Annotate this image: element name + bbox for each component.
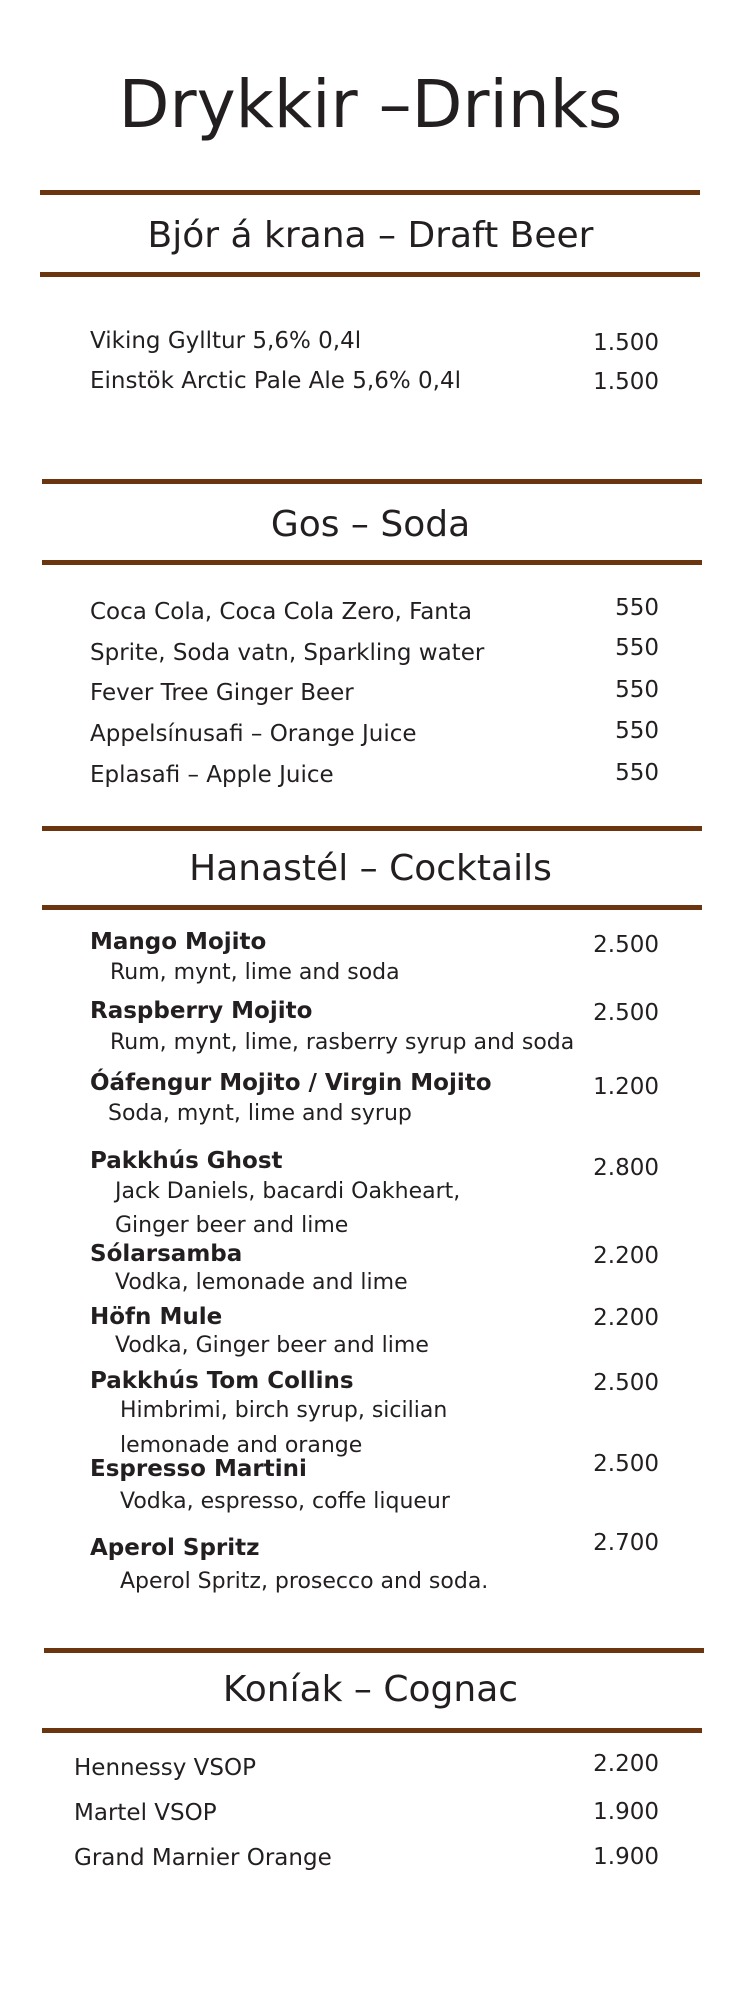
cocktail-name: Espresso Martini: [90, 1456, 307, 1482]
cocktail-description-line2: Ginger beer and lime: [115, 1213, 349, 1238]
cocktail-description: Soda, mynt, lime and syrup: [108, 1101, 412, 1126]
cognac-item-price: 2.200: [593, 1751, 659, 1777]
rule-beer-top: [40, 190, 700, 195]
cocktail-description: Jack Daniels, bacardi Oakheart,: [115, 1179, 461, 1204]
cocktail-price: 2.200: [593, 1243, 659, 1269]
cocktail-name: Aperol Spritz: [90, 1535, 260, 1561]
cocktail-description: Vodka, espresso, coffe liqueur: [120, 1489, 450, 1514]
cocktail-description: Rum, mynt, lime, rasberry syrup and soda: [110, 1030, 575, 1055]
beer-item-name: Einstök Arctic Pale Ale 5,6% 0,4l: [90, 368, 461, 394]
cocktail-description: Vodka, lemonade and lime: [115, 1270, 408, 1295]
soda-item-name: Sprite, Soda vatn, Sparkling water: [90, 640, 485, 666]
cocktail-description: Vodka, Ginger beer and lime: [115, 1333, 429, 1358]
cocktail-price: 2.200: [593, 1305, 659, 1331]
soda-item-price: 550: [615, 635, 659, 661]
cocktail-name: Raspberry Mojito: [90, 998, 313, 1024]
cocktail-price: 2.700: [593, 1530, 659, 1556]
cognac-item-price: 1.900: [593, 1844, 659, 1870]
cocktail-name: Óáfengur Mojito / Virgin Mojito: [90, 1070, 492, 1096]
cocktail-price: 2.500: [593, 1000, 659, 1026]
beer-item-name: Viking Gylltur 5,6% 0,4l: [90, 328, 362, 354]
cocktail-price: 1.200: [593, 1074, 659, 1100]
cocktail-price: 2.500: [593, 1370, 659, 1396]
beer-item-price: 1.500: [593, 369, 659, 395]
cognac-item-name: Grand Marnier Orange: [74, 1845, 332, 1871]
beer-item-price: 1.500: [593, 330, 659, 356]
section-heading-cocktails: Hanastél – Cocktails: [189, 848, 552, 889]
cocktail-name: Mango Mojito: [90, 929, 267, 955]
cocktail-name: Pakkhús Ghost: [90, 1148, 283, 1174]
rule-soda-top: [42, 479, 702, 484]
cocktail-price: 2.500: [593, 932, 659, 958]
soda-item-price: 550: [615, 677, 659, 703]
soda-item-name: Fever Tree Ginger Beer: [90, 680, 354, 706]
soda-item-name: Eplasafi – Apple Juice: [90, 762, 334, 788]
rule-cognac-top: [44, 1648, 704, 1653]
cognac-item-price: 1.900: [593, 1799, 659, 1825]
soda-item-price: 550: [615, 760, 659, 786]
soda-item-name: Appelsínusafi – Orange Juice: [90, 721, 417, 747]
menu-title: Drykkir –Drinks: [118, 66, 623, 143]
rule-cocktails-top: [42, 826, 702, 831]
cocktail-description: Himbrimi, birch syrup, sicilian: [120, 1398, 448, 1423]
cognac-item-name: Martel VSOP: [74, 1800, 217, 1826]
cocktail-description-line2: lemonade and orange: [120, 1433, 363, 1458]
rule-soda-bottom: [42, 560, 702, 565]
rule-cocktails-bottom: [42, 905, 702, 910]
soda-item-name: Coca Cola, Coca Cola Zero, Fanta: [90, 599, 472, 625]
section-heading-soda: Gos – Soda: [270, 504, 471, 545]
cocktail-price: 2.500: [593, 1451, 659, 1477]
soda-item-price: 550: [615, 595, 659, 621]
rule-beer-bottom: [40, 272, 700, 277]
soda-item-price: 550: [615, 718, 659, 744]
cocktail-name: Höfn Mule: [90, 1304, 223, 1330]
cocktail-name: Sólarsamba: [90, 1241, 243, 1267]
cognac-item-name: Hennessy VSOP: [74, 1755, 256, 1781]
rule-cognac-bottom: [42, 1728, 702, 1733]
section-heading-beer: Bjór á krana – Draft Beer: [147, 215, 594, 256]
cocktail-description: Aperol Spritz, prosecco and soda.: [120, 1569, 489, 1594]
section-heading-cognac: Koníak – Cognac: [222, 1669, 519, 1710]
cocktail-name: Pakkhús Tom Collins: [90, 1368, 354, 1394]
cocktail-description: Rum, mynt, lime and soda: [110, 960, 400, 985]
cocktail-price: 2.800: [593, 1155, 659, 1181]
